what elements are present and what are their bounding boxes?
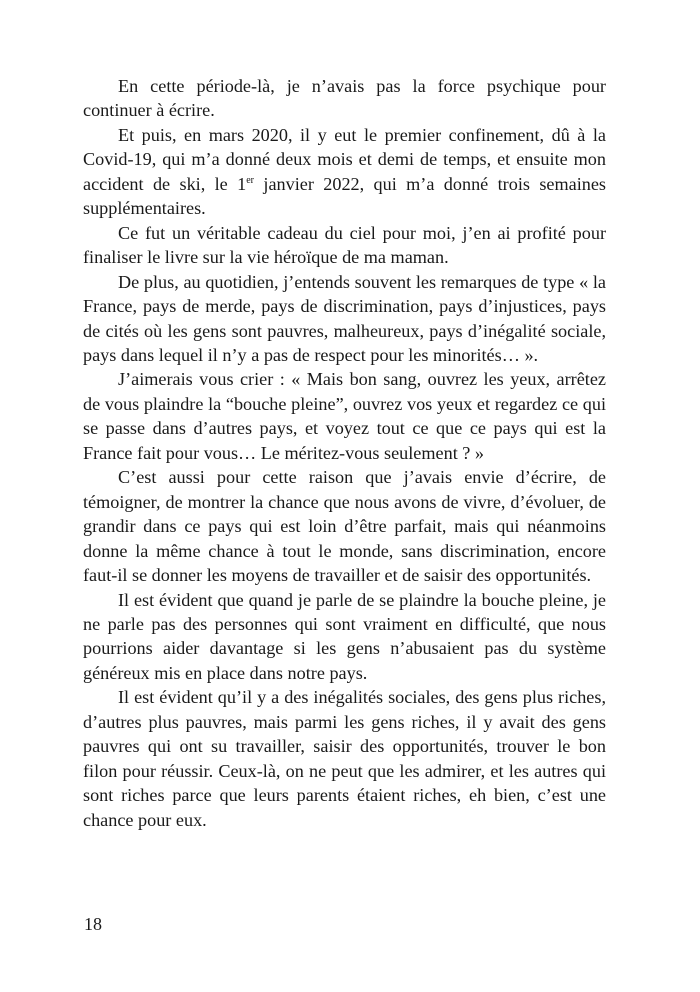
paragraph-2	[83, 123, 606, 221]
paragraph-3: Ce fut un véritable cadeau du ciel pour moi, j’en ai profité pour finaliser le livre sur la vie héroïque de ma maman.	[83, 222, 606, 268]
paragraph-5: J’aimerais vous crier : « Mais bon sang, ouvrez les yeux, arrêtez de vous plaindre la “bouche pleine”, ouvrez vos yeux et regardez ce qui se passe dans d’autres pays, et voyez tout ce que ce pays qui est la France fait pour vous… Le méritez-vous seulement ? »	[83, 369, 606, 463]
paragraph-4: De plus, au quotidien, j’entends souvent les remarques de type « la France, pays de merde, pays de discrimination, pays d’injustices, pays de cités où les gens sont pauvres, malheureux, pays d’inégalité sociale, pays dans lequel il n’y a pas de respect pour les minorités… ».	[83, 271, 606, 365]
paragraph-2-text-end: janvier 2022, qui m’a donné trois semaines supplémentaires.	[83, 173, 606, 219]
page-body	[83, 74, 606, 832]
ordinal-superscript: er	[246, 174, 255, 186]
paragraph-7: Il est évident que quand je parle de se plaindre la bouche pleine, je ne parle pas des personnes qui sont vraiment en difficulté, que nous pourrions aider davantage si les gens n’abusaient pas du système généreux mis en place dans notre pays.	[83, 589, 606, 683]
paragraph-6: C’est aussi pour cette raison que j’avais envie d’écrire, de témoigner, de montrer la chance que nous avons de vivre, d’évoluer, de grandir dans ce pays qui est loin d’être parfait, mais qui néanmoins donne la même chance à tout le monde, sans discrimination, encore faut-il se donner les moyens de travailler et de saisir des opportunités.	[83, 467, 606, 586]
paragraph-1: En cette période-là, je n’avais pas la force psychique pour continuer à écrire.	[83, 76, 606, 121]
paragraph-8: Il est évident qu’il y a des inégalités sociales, des gens plus riches, d’autres plus pauvres, mais parmi les gens riches, il y avait des gens pauvres qui ont su travailler, saisir des opportunités, trouver le bon filon pour réussir. Ceux-là, on ne peut que les admirer, et les autres qui sont riches parce que leurs parents étaient riches, eh bien, c’est une chance pour eux.	[83, 687, 606, 830]
paragraph-2-text-start: Et puis, en mars 2020, il y eut le premier confinement, dû à la Covid-19, qui m’a donné deux mois et demi de temps, et ensuite mon accident de ski, le 1	[83, 124, 606, 194]
page-number: 18	[84, 914, 102, 934]
